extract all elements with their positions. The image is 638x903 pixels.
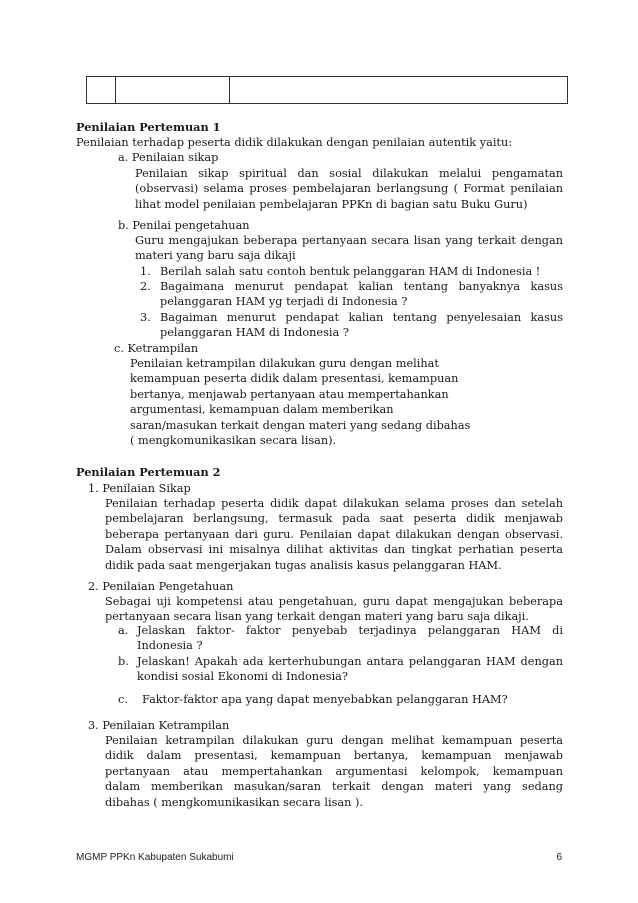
paragraph-line: kemampuan peserta didik dalam presentasi, kemampuan (130, 372, 459, 386)
item-a-body (135, 166, 563, 212)
list-item-text (137, 654, 563, 685)
paragraph-line: Jelaskan! Apakah ada kerterhubungan antara pelanggaran HAM dengan (137, 655, 563, 668)
paragraph-line: pembelajaran berlangsung, termasuk pada saat peserta didik menjawab (105, 512, 563, 526)
paragraph-line: Penilaian sikap spiritual dan sosial dilakukan melalui pengamatan (135, 167, 563, 180)
paragraph-line: Penilaian ketrampilan dilakukan guru dengan melihat (130, 357, 439, 370)
list-item-text: Faktor-faktor apa yang dapat menyebabkan pelanggaran HAM? (142, 693, 508, 706)
sub-section-1-label: 1. Penilaian Sikap (88, 482, 191, 495)
paragraph-line: lihat model penilaian pembelajaran PPKn di bagian satu Buku Guru) (135, 197, 528, 211)
paragraph-line: Dalam observasi ini misalnya dilihat aktivitas dan tingkat perhatian peserta (105, 543, 563, 557)
paragraph-line: didik pada saat mengerjakan tugas analisis kasus pelanggaran HAM. (105, 558, 502, 572)
table-fragment (86, 76, 568, 104)
paragraph-line: argumentasi, kemampuan dalam memberikan (130, 403, 394, 417)
paragraph-line: Guru mengajukan beberapa pertanyaan secara lisan yang terkait dengan (135, 234, 563, 247)
paragraph-line: ( mengkomunikasikan secara lisan). (130, 434, 337, 448)
list-item-number: a. (118, 624, 129, 637)
sub-section-3-label: 3. Penilaian Ketrampilan (88, 719, 230, 732)
footer-title: MGMP PPKn Kabupaten Sukabumi (76, 852, 234, 863)
paragraph-line: Penilaian terhadap peserta didik dapat dilakukan selama proses dan setelah (105, 497, 563, 510)
list-item-number: 2. (140, 280, 151, 293)
paragraph-line: Indonesia ? (137, 639, 203, 653)
list-item-text (137, 623, 563, 654)
list-item-text (160, 279, 563, 310)
sub-section-1-body (105, 496, 563, 573)
paragraph-line: Bagaiman menurut pendapat kalian tentang penyelesaian kasus (160, 311, 563, 324)
paragraph-line: dalam memberikan masukan/saran terkait dengan materi yang sedang (105, 780, 563, 794)
paragraph-line: kondisi sosial Ekonomi di Indonesia? (137, 670, 348, 684)
sub-section-3-body (105, 733, 563, 810)
list-item-number: c. (118, 693, 128, 706)
paragraph-line: beberapa pertanyaan dari guru. Penilaian dapat dilakukan dengan observasi. (105, 527, 563, 541)
paragraph-line: dibahas ( mengkomunikasikan secara lisan ). (105, 795, 363, 809)
sub-section-2-label: 2. Penilaian Pengetahuan (88, 580, 234, 593)
list-item-text (160, 310, 563, 341)
page-number: 6 (556, 852, 562, 863)
item-b-label: b. Penilai pengetahuan (118, 219, 250, 232)
section-1-intro: Penilaian terhadap peserta didik dilakukan dengan penilaian autentik yaitu: (76, 136, 513, 149)
paragraph-line: bertanya, menjawab pertanyaan atau mempertahankan (130, 387, 449, 401)
list-item-text: Berilah salah satu contoh bentuk pelanggaran HAM di Indonesia ! (160, 265, 541, 278)
paragraph-line: Jelaskan faktor- faktor penyebab terjadinya pelanggaran HAM di (137, 624, 563, 637)
paragraph-line: materi yang baru saja dikaji (135, 249, 296, 263)
sub-section-2-body (105, 594, 563, 625)
list-item-number: b. (118, 655, 129, 668)
paragraph-line: saran/masukan terkait dengan materi yang sedang dibahas (130, 418, 471, 432)
section-heading-2: Penilaian Pertemuan 2 (76, 465, 221, 479)
table-column-divider (229, 77, 230, 103)
item-c-body (130, 356, 550, 448)
paragraph-line: pertanyaan atau mempertahankan argumentasi kelompok, kemampuan (105, 764, 563, 778)
section-heading-1: Penilaian Pertemuan 1 (76, 120, 221, 134)
paragraph-line: Penilaian ketrampilan dilakukan guru dengan melihat kemampuan peserta (105, 734, 563, 747)
item-a-label: a. Penilaian sikap (118, 151, 219, 164)
paragraph-line: (observasi) selama proses pembelajaran berlangsung ( Format penilaian (135, 182, 563, 196)
table-column-divider (115, 77, 116, 103)
list-item-number: 1. (140, 265, 151, 278)
paragraph-line: pelanggaran HAM yg terjadi di Indonesia ? (160, 295, 408, 309)
paragraph-line: Sebagai uji kompetensi atau pengetahuan, guru dapat mengajukan beberapa (105, 595, 563, 608)
item-b-body (135, 233, 563, 264)
paragraph-line: pelanggaran HAM di Indonesia ? (160, 326, 349, 340)
page-footer (76, 852, 562, 863)
paragraph-line: Bagaimana menurut pendapat kalian tentang banyaknya kasus (160, 280, 563, 293)
item-c-label: c. Ketrampilan (114, 342, 199, 355)
list-item-number: 3. (140, 311, 151, 324)
paragraph-line: didik dalam presentasi, kemampuan bertanya, kemampuan menjawab (105, 749, 563, 763)
paragraph-line: pertanyaan secara lisan yang terkait dengan materi yang baru saja dikaji. (105, 610, 529, 624)
